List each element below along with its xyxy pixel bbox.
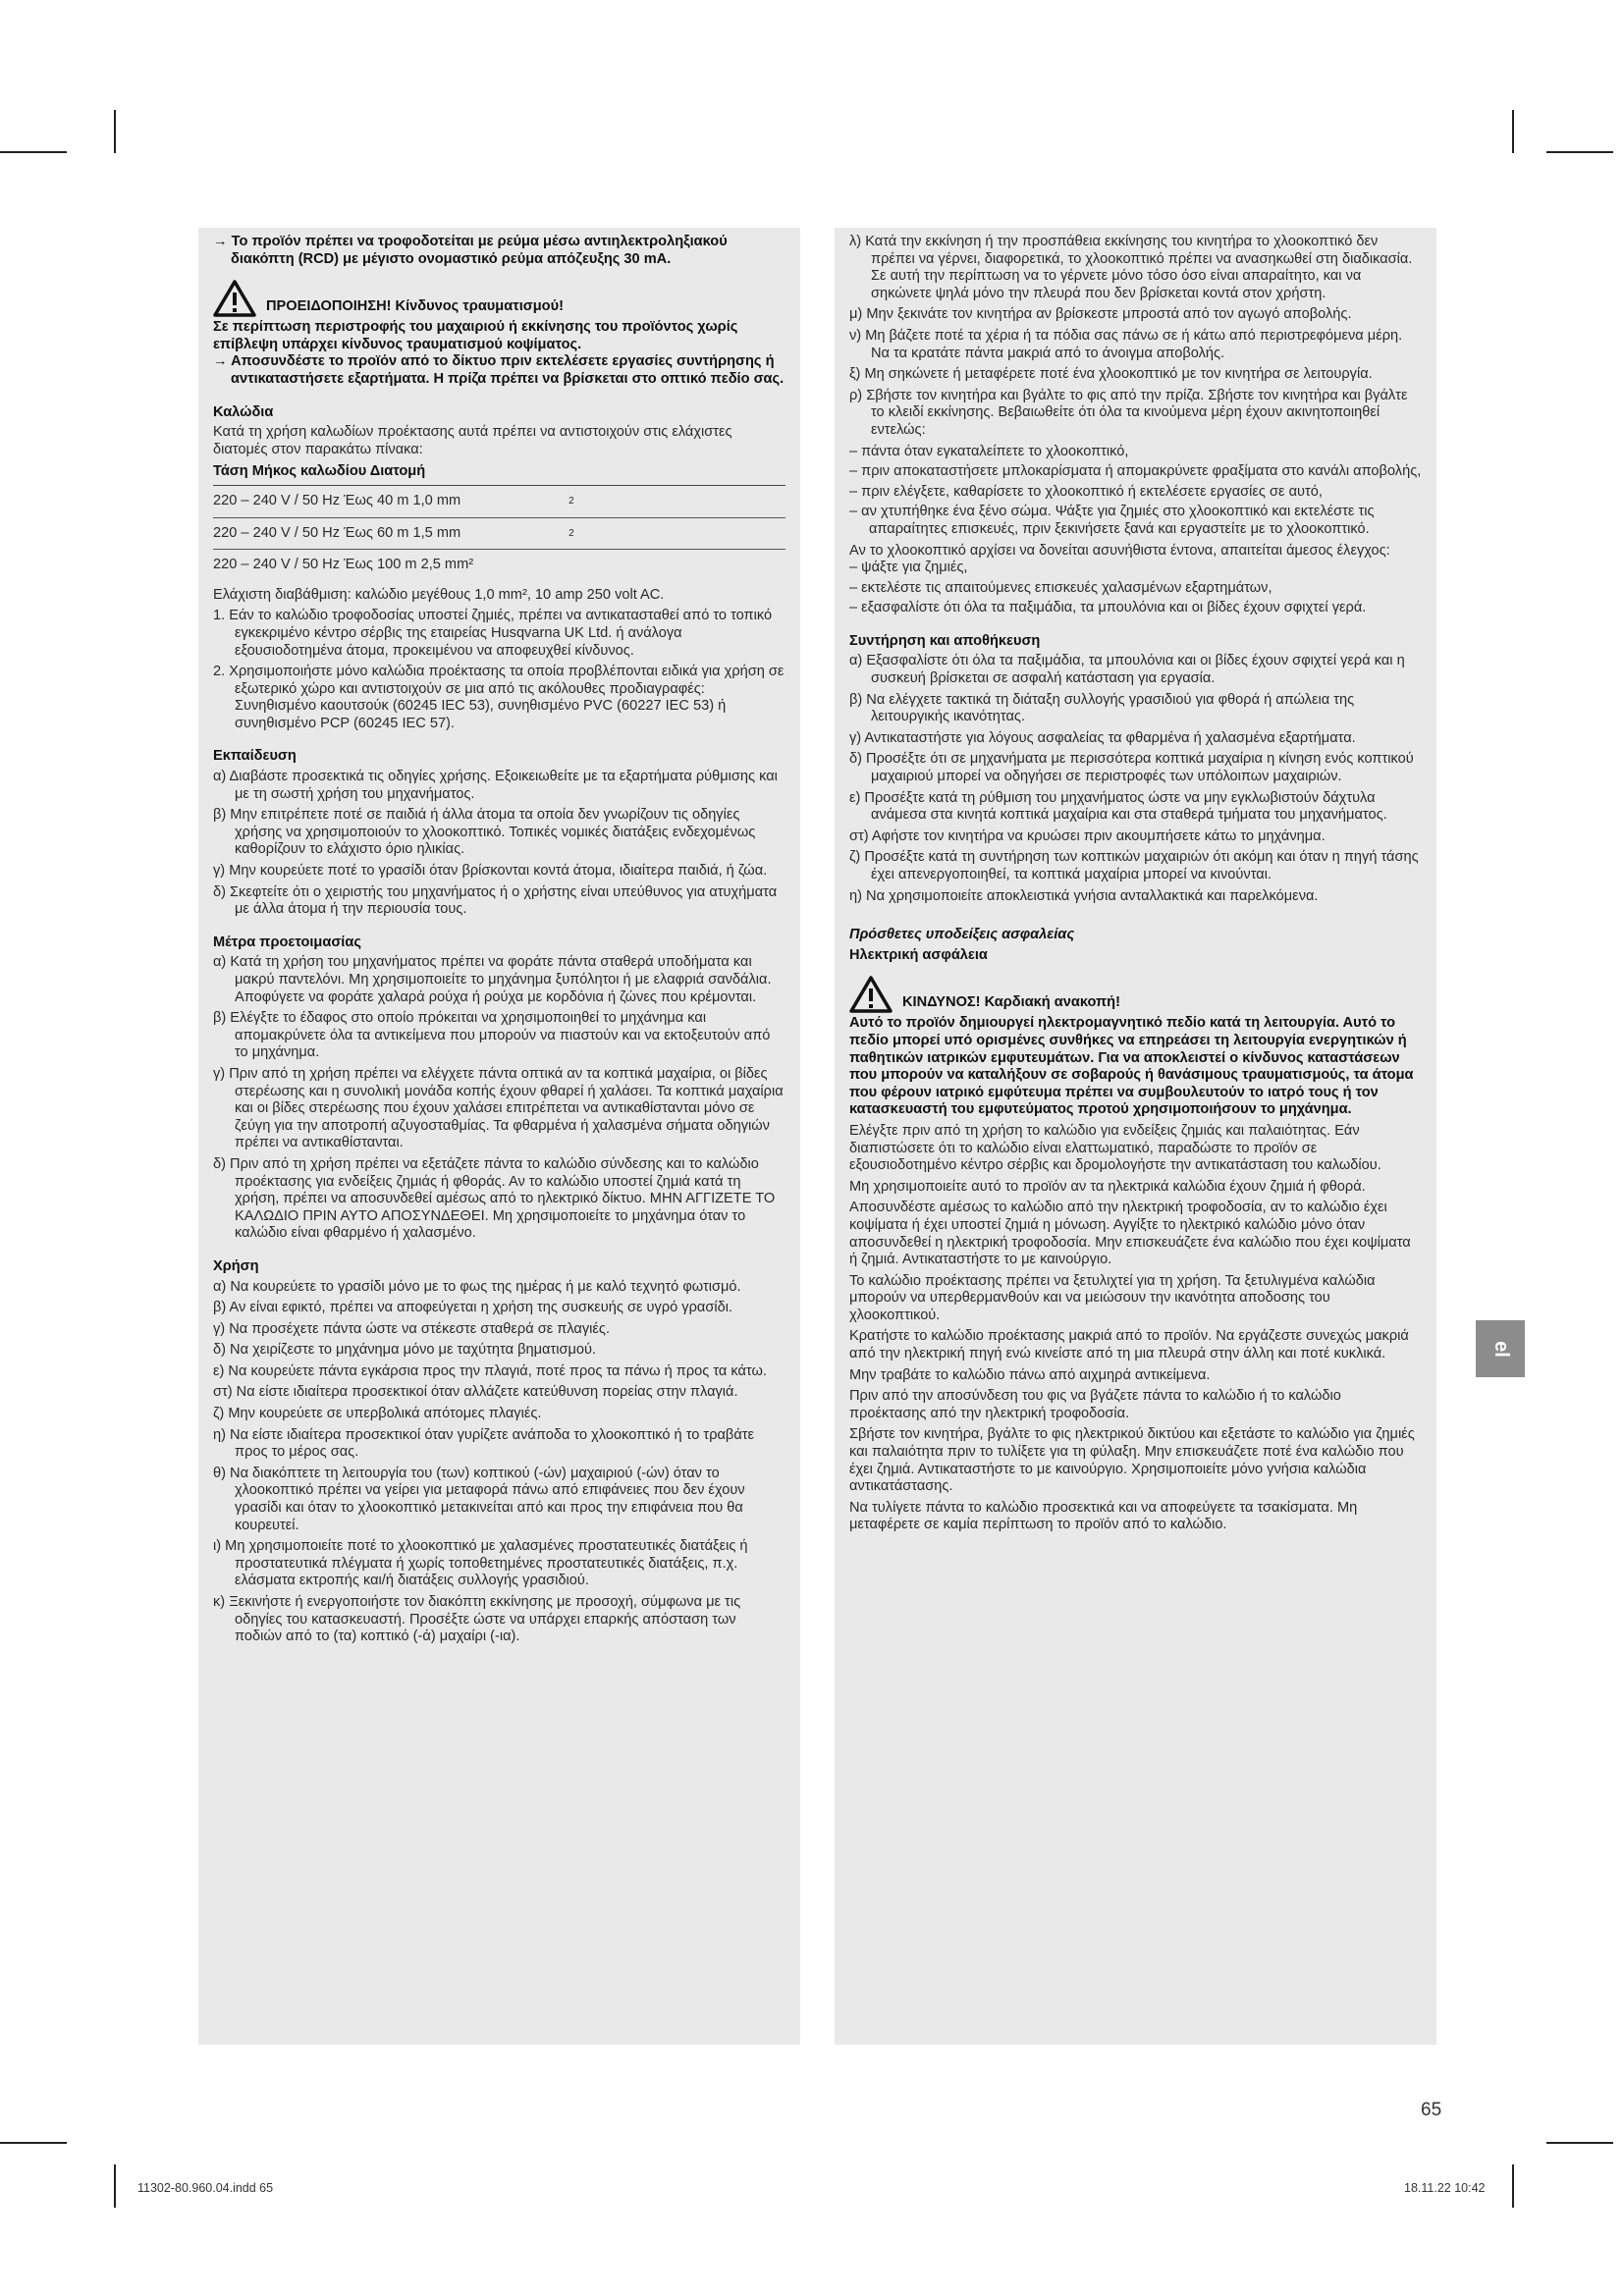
cables-min-rating: Ελάχιστη διαβάθμιση: καλώδιο μεγέθους 1,0 mm², 10 amp 250 volt AC. — [213, 586, 665, 603]
electrical-paragraph: Πριν από την αποσύνδεση του φις να βγάζετε πάντα το καλώδιο ή το καλώδιο προέκτασης από την ηλεκτρική τροφοδοσία. — [849, 1388, 1341, 1421]
dash-item: – πάντα όταν εγκαταλείπετε το χλοοκοπτικό, — [849, 443, 1129, 459]
list-item: η) Να είστε ιδιαίτερα προσεκτικοί όταν γυρίζετε ανάποδα το χλοοκοπτικό ή το τραβάτε προς το μέρος σας. — [213, 1426, 755, 1461]
page-number: 65 — [1421, 2100, 1442, 2120]
crop-mark — [0, 151, 67, 153]
dash-item: – αν χτυπήθηκε ένα ξένο σώμα. Ψάξτε για ζημιές στο χλοοκοπτικό και εκτελέστε τις απαραίτητες επισκευές, πριν ξεκινήσετε ξανά και εργαστείτε με το χλοοκοπτικό. — [849, 504, 1375, 537]
footer-timestamp: 18.11.22 10:42 — [1404, 2181, 1486, 2195]
list-item: θ) Να διακόπτετε τη λειτουργία του (των) κοπτικού (-ών) μαχαιριού (-ών) όταν το χλοοκοπτικό πρέπει να γείρει για μεταφορά πάνω από επιφάνειες που δεν έχουν γρασίδι και όταν το χλοοκοπτικό μετακινείται από και προς την επιφάνεια που θα κουρευτεί. — [213, 1465, 745, 1533]
list-item: γ) Να προσέχετε πάντα ώστε να στέκεστε σταθερά σε πλαγιές. — [213, 1320, 611, 1337]
cables-table — [213, 460, 785, 580]
electrical-paragraph: Να τυλίγετε πάντα το καλώδιο προσεκτικά και να αποφεύγετε τα τσακίσματα. Μη μεταφέρετε σε καμία περίπτωση το προϊόν από το καλώδιο. — [849, 1499, 1358, 1533]
electrical-paragraph: Κρατήστε το καλώδιο προέκτασης μακριά από το προϊόν. Να εργάζεστε συνεχώς μακριά από την ηλεκτρική πηγή ενώ κινείστε από τη μια πλευρά στην άλλη και ποτέ κυκλικά. — [849, 1328, 1409, 1362]
list-item: α) Εξασφαλίστε ότι όλα τα παξιμάδια, τα μπουλόνια και οι βίδες έχουν σφιχτεί γερά και η συσκευή βρίσκεται σε ασφαλή κατάσταση για εργασία. — [849, 653, 1405, 687]
list-item: ε) Προσέξτε κατά τη ρύθμιση του μηχανήματος ώστε να μην εγκλωβιστούν δάχτυλα ανάμεσα στα κινητά κοπτικά μαχαίρια και στα σταθερά τμήματα του μηχανήματος. — [849, 789, 1387, 824]
cables-heading: Καλώδια — [213, 403, 274, 420]
cables-row: 220 – 240 V / 50 Hz Έως 40 m 1,0 mm $^2$ — [213, 485, 785, 517]
cables-table-header: Τάση Μήκος καλωδίου Διατομή — [213, 460, 785, 485]
maintenance-heading: Συντήρηση και αποθήκευση — [849, 632, 1041, 649]
list-item: α) Κατά τη χρήση του μηχανήματος πρέπει να φοράτε πάντα σταθερά υποδήματα και μακρύ παντελόνι. Μη χρησιμοποιείτε το μηχάνημα ξυπόλητοι ή με ελαφριά σανδάλια. Αποφύγετε να φοράτε χαλαρά ρούχα ή ρούχα με κορδόνια ή ζώνες που κρέμονται. — [213, 954, 772, 1005]
crop-mark — [1546, 151, 1613, 153]
cables-row: 220 – 240 V / 50 Hz Έως 60 m 1,5 mm $^2$ — [213, 517, 785, 550]
warning-title: ΠΡΟΕΙΔΟΠΟΙΗΣΗ! Κίνδυνος τραυματισμού! — [266, 297, 564, 314]
dash-item: – εξασφαλίστε ότι όλα τα παξιμάδια, τα μπουλόνια και οι βίδες έχουν σφιχτεί γερά. — [849, 600, 1367, 616]
list-item: δ) Σκεφτείτε ότι ο χειριστής του μηχανήματος ή ο χρήστης είναι υπεύθυνος για ατυχήματα με άλλα άτομα ή την περιουσία τους. — [213, 883, 778, 918]
list-item: β) Ελέγξτε το έδαφος στο οποίο πρόκειται να χρησιμοποιηθεί το μηχάνημα και απομακρύνετε όλα τα αντικείμενα που μπορούν να πιαστούν και να εκτοξευτούν από το μηχάνημα. — [213, 1010, 771, 1061]
dash-item: – πριν αποκαταστήσετε μπλοκαρίσματα ή απομακρύνετε φραξίματα στο κανάλι αποβολής, — [849, 463, 1422, 480]
cables-row: 220 – 240 V / 50 Hz Έως 100 m 2,5 mm² — [213, 557, 474, 573]
crop-mark — [114, 110, 116, 153]
footer-filename: 11302-80.960.04.indd 65 — [137, 2181, 274, 2195]
list-item: ρ) Σβήστε τον κινητήρα και βγάλτε το φις από την πρίζα. Σβήστε τον κινητήρα και βγάλτε το κλειδί εκκίνησης. Βεβαιωθείτε ότι όλα τα κινούμενα μέρη έχουν ακινητοποιηθεί εντελώς: — [849, 387, 1408, 438]
list-item: β) Αν είναι εφικτό, πρέπει να αποφεύγεται η χρήση της συσκευής σε υγρό γρασίδι. — [213, 1300, 733, 1316]
extra-safety-heading: Πρόσθετες υποδείξεις ασφαλείας — [849, 927, 1075, 943]
list-item: δ) Προσέξτε ότι σε μηχανήματα με περισσότερα κοπτικά μαχαίρια η κίνηση ενός κοπτικού μαχαιριού μπορεί να οδηγήσει σε περιστροφές των υπόλοιπων μαχαιριών. — [849, 751, 1414, 785]
list-item: α) Διαβάστε προσεκτικά τις οδηγίες χρήσης. Εξοικειωθείτε με τα εξαρτήματα ρύθμισης και με τη σωστή χρήση του μηχανήματος. — [213, 769, 778, 802]
cables-intro: Κατά τη χρήση καλωδίων προέκτασης αυτά πρέπει να αντιστοιχούν στις ελάχιστες διατομές στον παρακάτω πίνακα: — [213, 424, 732, 457]
use-heading: Χρήση — [213, 1257, 259, 1274]
crop-mark — [0, 2142, 67, 2144]
warning-header — [213, 280, 785, 317]
danger-text: Αυτό το προϊόν δημιουργεί ηλεκτρομαγνητικό πεδίο κατά τη λειτουργία. Αυτό το πεδίο μπορεί υπό ορισμένες συνθήκες να επηρεάσει τη λειτουργία ενεργητικών ή παθητικών ιατρικών εμφυτευμάτων. Για να αποκλειστεί ο κίνδυνος καταστάσεων που μπορούν να καταλήξουν σε σοβαρούς ή θανάσιμους τραυματισμούς, τα άτομα που φέρουν ιατρικό εμφύτευμα πρέπει να συμβουλευτούν το ιατρό τους ή τον κατασκευαστή του εμφυτεύματος προτού χρησιμοποιήσουν το μηχάνημα. — [849, 1015, 1414, 1118]
dash-item: – πριν ελέγξετε, καθαρίσετε το χλοοκοπτικό ή εκτελέσετε εργασίες σε αυτό, — [849, 483, 1323, 500]
list-item: ζ) Προσέξτε κατά τη συντήρηση των κοπτικών μαχαιριών ότι ακόμη και όταν η πηγή τάσης έχει απενεργοποιηθεί, τα κοπτικά μαχαίρια μπορεί να κινούνται. — [849, 849, 1419, 882]
list-item: γ) Πριν από τη χρήση πρέπει να ελέγχετε πάντα οπτικά αν τα κοπτικά μαχαίρια, οι βίδες στερέωσης και η συνολική μονάδα κοπής έχουν φθαρεί ή χαλάσει. Τα κοπτικά μαχαίρια και οι βίδες στερέωσης που έχουν χαλάσει επιτρέπεται να αντικαθίστανται μόνο σε ζεύγη για την αποτροπή αζυγοσταθμίας. Τα φθαρμένα ή χαλασμένα σήματα οδηγιών πρέπει να αντικαθίστανται. — [213, 1065, 784, 1151]
warning-text: Σε περίπτωση περιστροφής του μαχαιριού ή εκκίνησης του προϊόντος χωρίς επίβλεψη υπάρχει κίνδυνος τραυματισμού κοψίματος. — [213, 319, 738, 352]
left-column — [198, 228, 800, 2045]
list-item: β) Να ελέγχετε τακτικά τη διάταξη συλλογής γρασιδιού για φθορά ή απώλεια της λειτουργικής ικανότητας. — [849, 691, 1355, 725]
electrical-paragraph: Ελέγξτε πριν από τη χρήση το καλώδιο για ενδείξεις ζημιάς και παλαιότητας. Εάν διαπιστώσετε ότι το καλώδιο είναι ελαττωματικό, παραδώστε το προϊόν σε εξουσιοδοτημένο κέντρο σέρβις και δρομολογήστε την αντικατάσταση του καλωδίου. — [849, 1122, 1381, 1174]
electrical-paragraph: Μην τραβάτε το καλώδιο πάνω από αιχμηρά αντικείμενα. — [849, 1366, 1211, 1383]
rcd-notice: → Το προϊόν πρέπει να τροφοδοτείται με ρεύμα μέσω αντιηλεκτροληξιακού διακόπτη (RCD) με μέγιστο ονομαστικό ρεύμα απόζευξης 30 mA. — [213, 234, 728, 267]
warning-triangle-icon — [213, 280, 256, 317]
crop-mark — [114, 2164, 116, 2208]
list-item: ξ) Μη σηκώνετε ή μεταφέρετε ποτέ ένα χλοοκοπτικό με τον κινητήρα σε λειτουργία. — [849, 366, 1373, 383]
danger-header — [849, 976, 1422, 1013]
right-column — [835, 228, 1436, 2045]
electrical-paragraph: Μη χρησιμοποιείτε αυτό το προϊόν αν τα ηλεκτρικά καλώδια έχουν ζημιά ή φθορά. — [849, 1178, 1366, 1195]
electrical-paragraph: Αποσυνδέστε αμέσως το καλώδιο από την ηλεκτρική τροφοδοσία, αν το καλώδιο έχει κοψίματα ή έχει υποστεί ζημιά η μόνωση. Αγγίξτε το ηλεκτρικό καλώδιο μόνο όταν αποσυνδεθεί η ηλεκτρική τροφοδοσία. Μην επισκευάζετε ένα καλώδιο που έχει κοψίματα ή ζημιά. Αντικαταστήστε το με καινούργιο. — [849, 1200, 1411, 1268]
list-item: στ) Αφήστε τον κινητήρα να κρυώσει πριν ακουμπήσετε κάτω το μηχάνημα. — [849, 828, 1326, 844]
dash-item: – ψάξτε για ζημιές, — [849, 560, 968, 576]
list-item: ζ) Μην κουρεύετε σε υπερβολικά απότομες πλαγιές. — [213, 1406, 542, 1422]
language-tab: el — [1476, 1320, 1525, 1377]
cables-note: 2. Χρησιμοποιήστε μόνο καλώδια προέκτασης τα οποία προβλέπονται ειδικά για χρήση σε εξωτερικό χώρο και αντιστοιχούν σε μια από τις ακόλουθες προδιαγραφές: Συνηθισμένο καουτσούκ (60245 IEC 53), συνηθισμένο PVC (60227 IEC 53) ή συνηθισμένο PCP (60245 IEC 57). — [213, 664, 785, 731]
training-heading: Εκπαίδευση — [213, 748, 297, 765]
list-item: ε) Να κουρεύετε πάντα εγκάρσια προς την πλαγιά, ποτέ προς τα πάνω ή προς τα κάτω. — [213, 1362, 767, 1379]
dash-item: – εκτελέστε τις απαιτούμενες επισκευές χαλασμένων εξαρτημάτων, — [849, 579, 1272, 596]
electrical-paragraph: Σβήστε τον κινητήρα, βγάλτε το φις ηλεκτρικού δικτύου και εξετάστε το καλώδιο για ζημιές και παλαιότητα πριν το τυλίξετε για τη φύλαξη. Μην επισκευάζετε ποτέ ένα καλώδιο που έχει ζημιά. Αντικαταστήστε το με καινούργιο. Χρησιμοποιείτε μόνο γνήσια καλώδια αντικατάστασης. — [849, 1426, 1415, 1495]
crop-mark — [1546, 2142, 1613, 2144]
list-item: ι) Μη χρησιμοποιείτε ποτέ το χλοοκοπτικό με χαλασμένες προστατευτικές διατάξεις ή προστατευτικά πλέγματα ή χωρίς τοποθετημένες προστατευτικές διατάξεις, π.χ. ελάσματα εκτροπής και/ή διατάξεις συλλογής γρασιδιού. — [213, 1538, 748, 1589]
list-item: ν) Μη βάζετε ποτέ τα χέρια ή τα πόδια σας πάνω σε ή κάτω από περιστρεφόμενα μέρη. Να τα κρατάτε πάντα μακριά από το άνοιγμα αποβολής. — [849, 327, 1403, 361]
list-item: δ) Πριν από τη χρήση πρέπει να εξετάζετε πάντα το καλώδιο σύνδεσης και το καλώδιο προέκτασης για ενδείξεις ζημιάς ή φθοράς. Αν το καλώδιο υποστεί ζημιά κατά τη χρήση, πρέπει να αποσυνδεθεί αμέσως από το ηλεκτρικό δίκτυο. ΜΗΝ ΑΓΓΙΖΕΤΕ ΤΟ ΚΑΛΩΔΙΟ ΠΡΙΝ ΑΥΤΟ ΑΠΟΣΥΝΔΕΘΕΙ. Μη χρησιμοποιείτε το μηχάνημα όταν το καλώδιο είναι φθαρμένο ή χαλασμένο. — [213, 1155, 776, 1242]
list-item: γ) Αντικαταστήστε για λόγους ασφαλείας τα φθαρμένα ή χαλασμένα εξαρτήματα. — [849, 729, 1356, 746]
list-item: γ) Μην κουρεύετε ποτέ το γρασίδι όταν βρίσκονται κοντά άτομα, ιδιαίτερα παιδιά, ή ζώα. — [213, 863, 768, 880]
warning-triangle-icon — [849, 976, 893, 1013]
list-item: μ) Μην ξεκινάτε τον κινητήρα αν βρίσκεστε μπροστά από τον αγωγό αποβολής. — [849, 306, 1352, 323]
vibration-intro: Αν το χλοοκοπτικό αρχίσει να δονείται ασυνήθιστα έντονα, απαιτείται άμεσος έλεγχος: — [849, 542, 1390, 559]
list-item: κ) Ξεκινήστε ή ενεργοποιήστε τον διακόπτη εκκίνησης με προσοχή, σύμφωνα με τις οδηγίες του κατασκευαστή. Προσέξτε ώστε να υπάρχει επαρκής απόσταση των ποδιών από το (τα) κοπτικό (-ά) μαχαίρι (-ια). — [213, 1594, 741, 1645]
cables-note: 1. Εάν το καλώδιο τροφοδοσίας υποστεί ζημιές, πρέπει να αντικατασταθεί από το τοπικό εγκεκριμένο κέντρο σέρβις της εταιρείας Husqvarna UK Ltd. ή ανάλογα εξουσιοδοτημένα άτομα, προκειμένου να αποφευχθεί κίνδυνος. — [213, 608, 773, 659]
list-item: λ) Κατά την εκκίνηση ή την προσπάθεια εκκίνησης του κινητήρα το χλοοκοπτικό δεν πρέπει να γέρνει, διαφορετικά, το χλοοκοπτικό πρέπει να ανασηκωθεί στη διαδικασία. Σε αυτή την περίπτωση να το γέρνετε μόνο τόσο όσο είναι απαραίτητο, και να σηκώνετε ψηλά μόνο την πλευρά που δεν βρίσκεται κοντά στον χρήστη. — [849, 234, 1413, 301]
list-item: β) Μην επιτρέπετε ποτέ σε παιδιά ή άλλα άτομα τα οποία δεν γνωρίζουν τις οδηγίες χρήσης να χρησιμοποιούν το χλοοκοπτικό. Τοπικές νομικές διατάξεις ενδεχομένως καθορίζουν το ελάχιστο όριο ηλικίας. — [213, 807, 756, 858]
list-item: α) Να κουρεύετε το γρασίδι μόνο με το φως της ημέρας ή με καλό τεχνητό φωτισμό. — [213, 1278, 741, 1295]
electrical-heading: Ηλεκτρική ασφάλεια — [849, 946, 988, 963]
crop-mark — [1512, 110, 1514, 153]
electrical-paragraph: Το καλώδιο προέκτασης πρέπει να ξετυλιχτεί για τη χρήση. Τα ξετυλιγμένα καλώδια μπορούν να υπερθερμανθούν και να μειώσουν την ικανότητα αποδοσης του χλοοκοπτικού. — [849, 1272, 1376, 1323]
list-item: δ) Να χειρίζεστε το μηχάνημα μόνο με ταχύτητα βηματισμού. — [213, 1342, 597, 1359]
warning-action: → Αποσυνδέστε το προϊόν από το δίκτυο πριν εκτελέσετε εργασίες συντήρησης ή αντικαταστήσετε εξαρτήματα. Η πρίζα πρέπει να βρίσκεται στο οπτικό πεδίο σας. — [213, 353, 785, 387]
list-item: η) Να χρησιμοποιείτε αποκλειστικά γνήσια ανταλλακτικά και παρελκόμενα. — [849, 887, 1319, 904]
crop-mark — [1512, 2164, 1514, 2208]
prep-heading: Μέτρα προετοιμασίας — [213, 934, 361, 950]
danger-title: ΚΙΝΔΥΝΟΣ! Καρδιακή ανακοπή! — [902, 993, 1120, 1010]
list-item: στ) Να είστε ιδιαίτερα προσεκτικοί όταν αλλάζετε κατεύθυνση πορείας στην πλαγιά. — [213, 1384, 738, 1401]
